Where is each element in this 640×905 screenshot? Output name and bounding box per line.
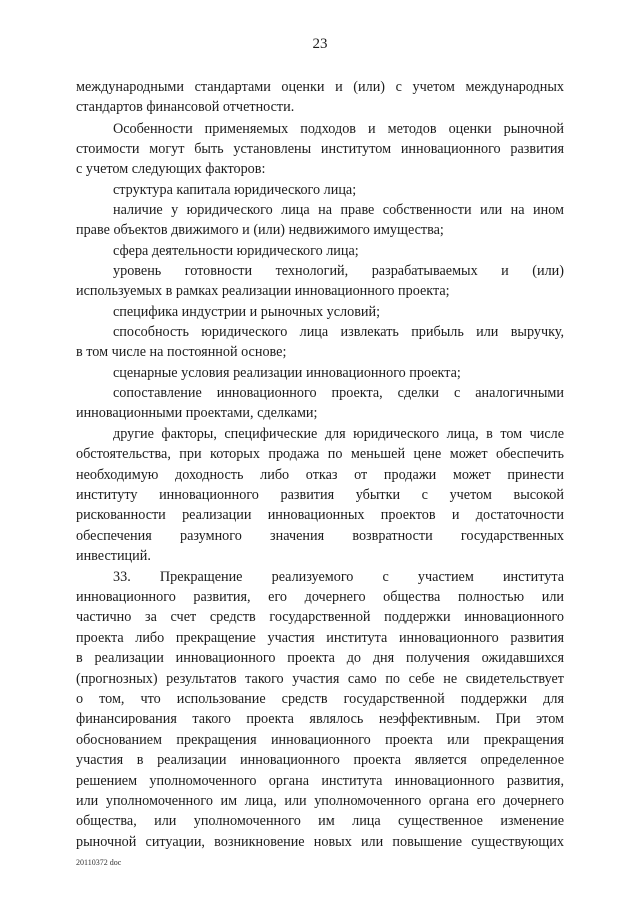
text-line: обстоятельства, при которых продажа по меньшей цене может обеспечить xyxy=(76,446,564,462)
text-line: Особенности применяемых подходов и методов оценки рыночной xyxy=(113,121,564,137)
footer-doc-code: 20110372 doc xyxy=(76,858,122,867)
text-line: о том, что использование средств государственной поддержки для xyxy=(76,691,564,707)
text-line: обоснованием прекращения инновационного проекта или прекращения xyxy=(76,732,564,748)
text-line: институту инновационного развития убытки с учетом высокой xyxy=(76,487,564,503)
text-line: обеспечения разумного значения возвратности государственных xyxy=(76,528,564,544)
text-line: сопоставление инновационного проекта, сделки с аналогичными xyxy=(113,385,564,401)
text-line: используемых в рамках реализации инновационного проекта; xyxy=(76,283,450,299)
text-line: наличие у юридического лица на праве собственности или на ином xyxy=(113,202,564,218)
text-line: сценарные условия реализации инновационного проекта; xyxy=(113,365,461,381)
text-line: другие факторы, специфические для юридического лица, в том числе xyxy=(113,426,564,442)
text-line: уровень готовности технологий, разрабатываемых и (или) xyxy=(113,263,564,279)
text-line: стандартов финансовой отчетности. xyxy=(76,99,295,115)
text-line: решением уполномоченного органа института инновационного развития, xyxy=(76,773,564,789)
text-line: участия в реализации инновационного проекта является определенное xyxy=(76,752,564,768)
text-line: рыночной ситуации, возникновение новых или повышение существующих xyxy=(76,834,564,850)
text-line: в реализации инновационного проекта до дня получения ожидавшихся xyxy=(76,650,564,666)
text-line: рискованности реализации инновационных проектов и достаточности xyxy=(76,507,564,523)
text-line: инновационного развития, его дочернего общества полностью или xyxy=(76,589,564,605)
text-line: специфика индустрии и рыночных условий; xyxy=(113,304,381,320)
page-number: 23 xyxy=(312,36,328,52)
text-line: сфера деятельности юридического лица; xyxy=(113,243,359,259)
text-line: финансирования такого проекта являлось неэффективным. При этом xyxy=(76,711,564,727)
text-line: инвестиций. xyxy=(76,548,151,564)
text-line: (прогнозных) результатов такого участия само по себе не свидетельствует xyxy=(76,671,564,687)
text-line: стоимости могут быть установлены институтом инновационного развития xyxy=(76,141,564,157)
text-line: способность юридического лица извлекать прибыль или выручку, xyxy=(113,324,564,340)
text-line: необходимую доходность либо отказ от продажи может принести xyxy=(76,467,564,483)
text-line: международными стандартами оценки и (или) с учетом международных xyxy=(76,79,564,95)
text-line: в том числе на постоянной основе; xyxy=(76,344,287,360)
text-line: праве объектов движимого и (или) недвижимого имущества; xyxy=(76,222,444,238)
text-line: или уполномоченного им лица, или уполномоченного органа его дочернего xyxy=(76,793,564,809)
text-line: частично за счет средств государственной поддержки инновационного xyxy=(76,609,564,625)
text-line: с учетом следующих факторов: xyxy=(76,161,266,177)
text-line: 33. Прекращение реализуемого с участием института xyxy=(113,569,564,585)
text-line: проекта либо прекращение участия института инновационного развития xyxy=(76,630,564,646)
text-line: инновационными проектами, сделками; xyxy=(76,405,318,421)
text-line: общества, или уполномоченного им лица существенное изменение xyxy=(76,813,564,829)
text-line: структура капитала юридического лица; xyxy=(113,182,357,198)
